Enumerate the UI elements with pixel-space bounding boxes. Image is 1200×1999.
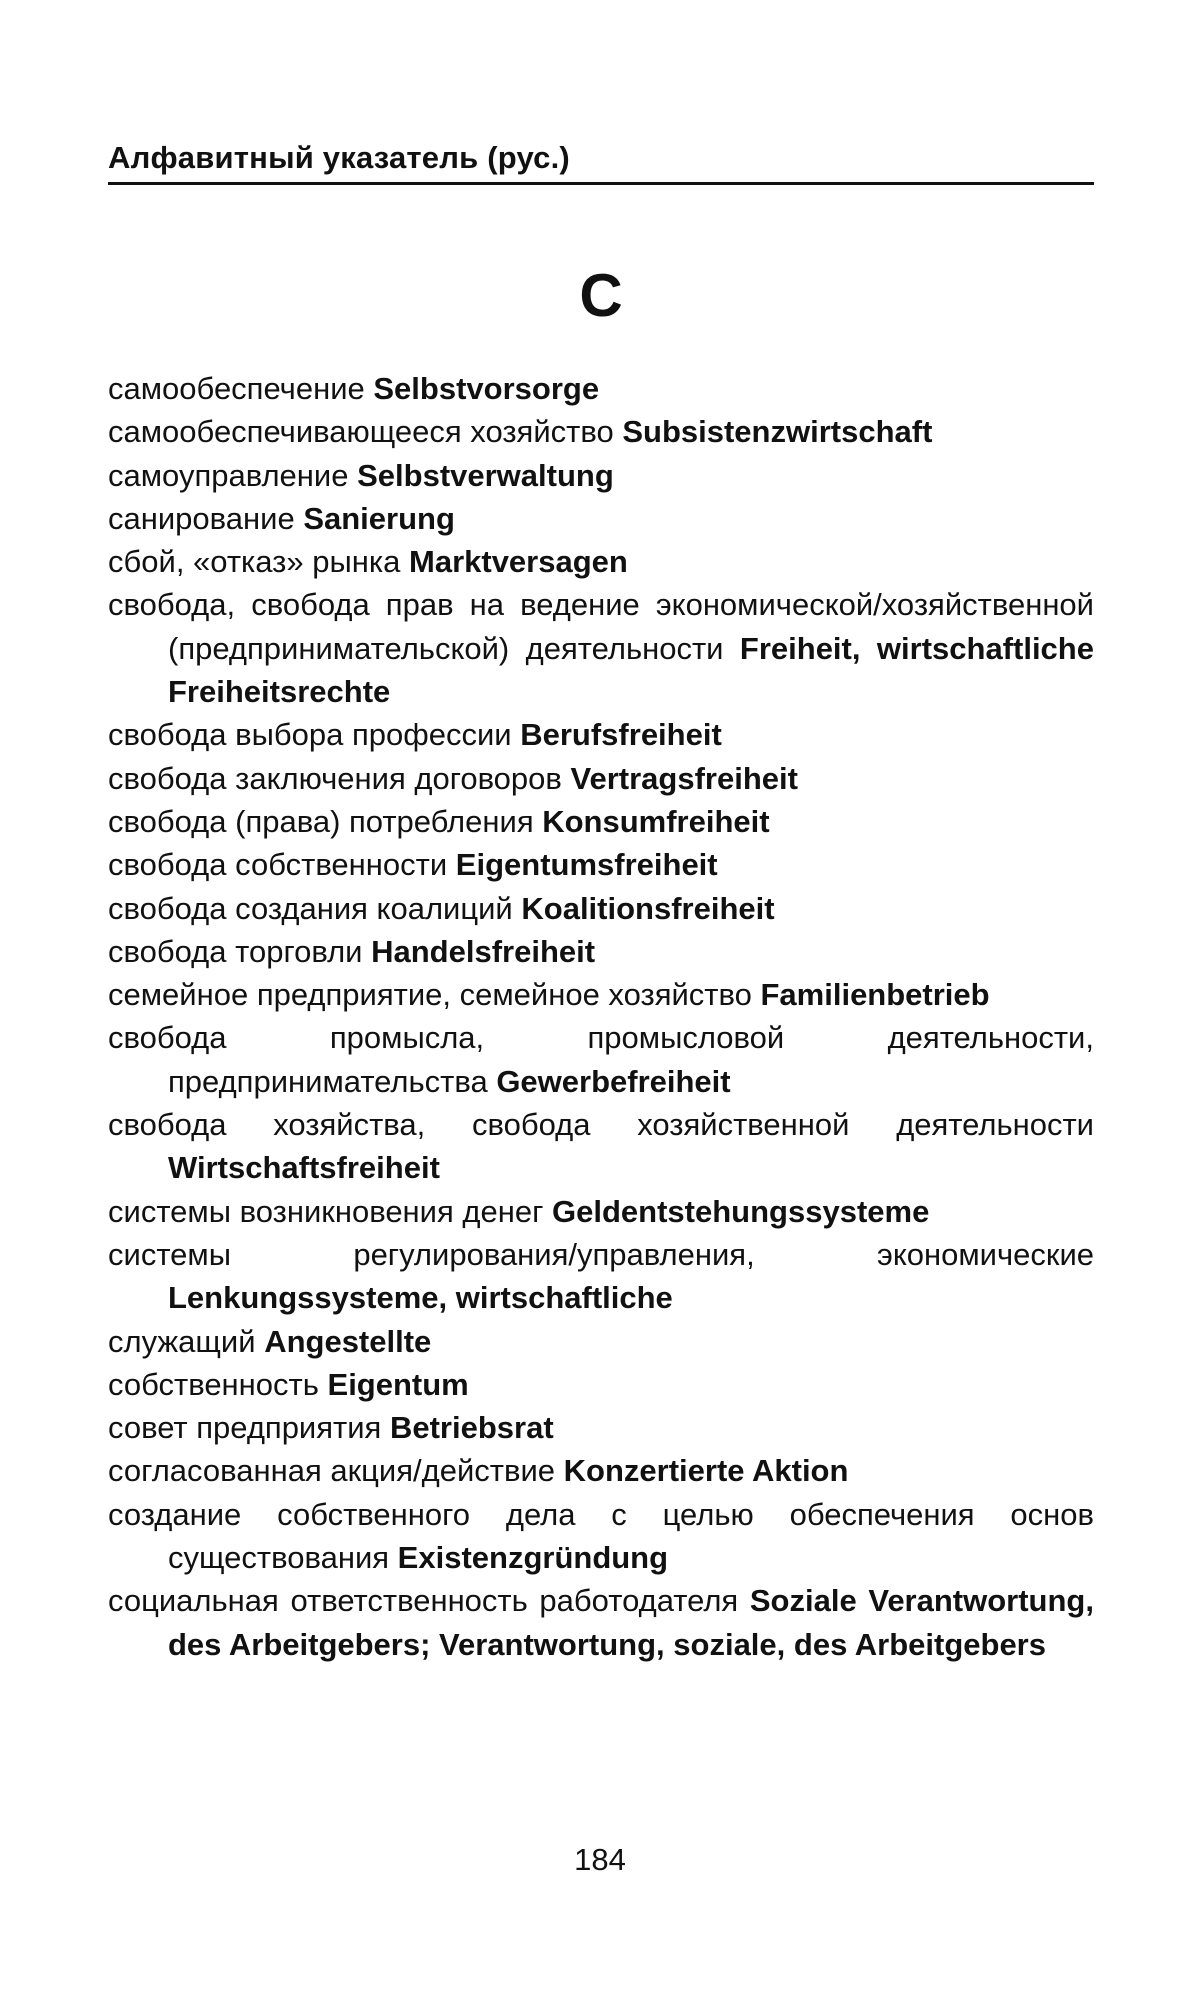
german-term: Eigentumsfreiheit <box>455 847 718 883</box>
russian-term: совет предприятия <box>108 1410 382 1446</box>
german-term: Existenzgründung <box>397 1540 669 1576</box>
russian-term: системы возникновения денег <box>108 1193 544 1229</box>
index-entry <box>108 1406 1094 1449</box>
russian-term: самоуправление <box>108 457 349 493</box>
index-entry <box>108 1103 1094 1190</box>
index-entry <box>108 583 1094 713</box>
russian-term: свобода хозяйства, свобода хозяйственной деятельности <box>108 1107 1094 1143</box>
german-term: Konzertierte Aktion <box>563 1453 849 1489</box>
german-term: Gewerbefreiheit <box>496 1063 731 1099</box>
index-entry <box>108 497 1094 540</box>
index-entry <box>108 540 1094 583</box>
german-term: Geldentstehungssysteme <box>552 1193 930 1229</box>
german-term: Angestellte <box>264 1323 432 1359</box>
russian-term: служащий <box>108 1323 256 1359</box>
index-entry <box>108 1016 1094 1103</box>
russian-term: создание собственного дела с целью обеспечения основ существования <box>108 1496 1094 1576</box>
german-term: Selbstverwaltung <box>357 457 614 493</box>
russian-term: согласованная акция/действие <box>108 1453 556 1489</box>
russian-term: самообеспечивающееся хозяйство <box>108 414 614 450</box>
german-term: Koalitionsfreiheit <box>521 890 775 926</box>
german-term: Lenkungssysteme, wirtschaftliche <box>168 1280 673 1316</box>
russian-term: системы регулирования/управления, экономические <box>108 1236 1094 1272</box>
german-term: Freiheit, wirtschaftliche Freiheitsrechte <box>168 630 1094 710</box>
index-entry <box>108 930 1094 973</box>
index-entry <box>108 1449 1094 1492</box>
german-term: Subsistenzwirtschaft <box>622 414 933 450</box>
russian-term: свобода торговли <box>108 933 363 969</box>
index-entry <box>108 757 1094 800</box>
index-entry <box>108 454 1094 497</box>
index-entry <box>108 843 1094 886</box>
index-entry <box>108 367 1094 410</box>
index-entry <box>108 1363 1094 1406</box>
german-term: Soziale Verantwortung, des Arbeitgebers; Verantwortung, soziale, des Arbeitgebers <box>168 1583 1094 1662</box>
russian-term: свобода создания коалиций <box>108 890 513 926</box>
index-entry <box>108 800 1094 843</box>
index-entry <box>108 1579 1094 1666</box>
german-term: Selbstvorsorge <box>373 371 600 406</box>
german-term: Berufsfreiheit <box>520 717 722 753</box>
russian-term: социальная ответственность работодателя <box>108 1583 739 1619</box>
russian-term: семейное предприятие, семейное хозяйство <box>108 977 752 1013</box>
page-number: 184 <box>574 1842 626 1877</box>
german-term: Sanierung <box>303 500 455 536</box>
german-term: Familienbetrieb <box>760 977 990 1013</box>
header-rule <box>108 182 1094 185</box>
german-term: Wirtschaftsfreiheit <box>168 1150 440 1186</box>
dictionary-page <box>108 138 1094 1666</box>
russian-term: свобода собственности <box>108 847 448 883</box>
german-term: Konsumfreiheit <box>542 803 770 839</box>
index-entry <box>108 410 1094 453</box>
index-entry <box>108 973 1094 1016</box>
german-term: Vertragsfreiheit <box>570 760 798 796</box>
german-term: Handelsfreiheit <box>371 933 596 969</box>
index-entry <box>108 1320 1094 1363</box>
russian-term: свобода промысла, промысловой деятельности, предпринимательства <box>108 1020 1094 1099</box>
index-entry <box>108 713 1094 756</box>
index-entry <box>108 1233 1094 1320</box>
russian-term: свобода (права) потребления <box>108 803 534 839</box>
index-entry <box>108 887 1094 930</box>
running-header: Алфавитный указатель (рус.) <box>108 140 570 175</box>
russian-term: свобода выбора профессии <box>108 717 512 753</box>
german-term: Marktversagen <box>409 544 628 580</box>
russian-term: самообеспечение <box>108 371 365 406</box>
russian-term: санирование <box>108 500 295 536</box>
german-term: Betriebsrat <box>389 1410 554 1446</box>
index-entry <box>108 1190 1094 1233</box>
index-entry <box>108 1493 1094 1580</box>
russian-term: собственность <box>108 1366 319 1402</box>
section-letter: С <box>579 262 623 329</box>
entry-list <box>108 367 1094 1666</box>
russian-term: свобода заключения договоров <box>108 760 562 796</box>
russian-term: свобода, свобода прав на ведение экономической/хозяйственной (предпринимательской) деятельности <box>108 587 1094 666</box>
german-term: Eigentum <box>327 1366 469 1402</box>
russian-term: сбой, «отказ» рынка <box>108 544 401 580</box>
